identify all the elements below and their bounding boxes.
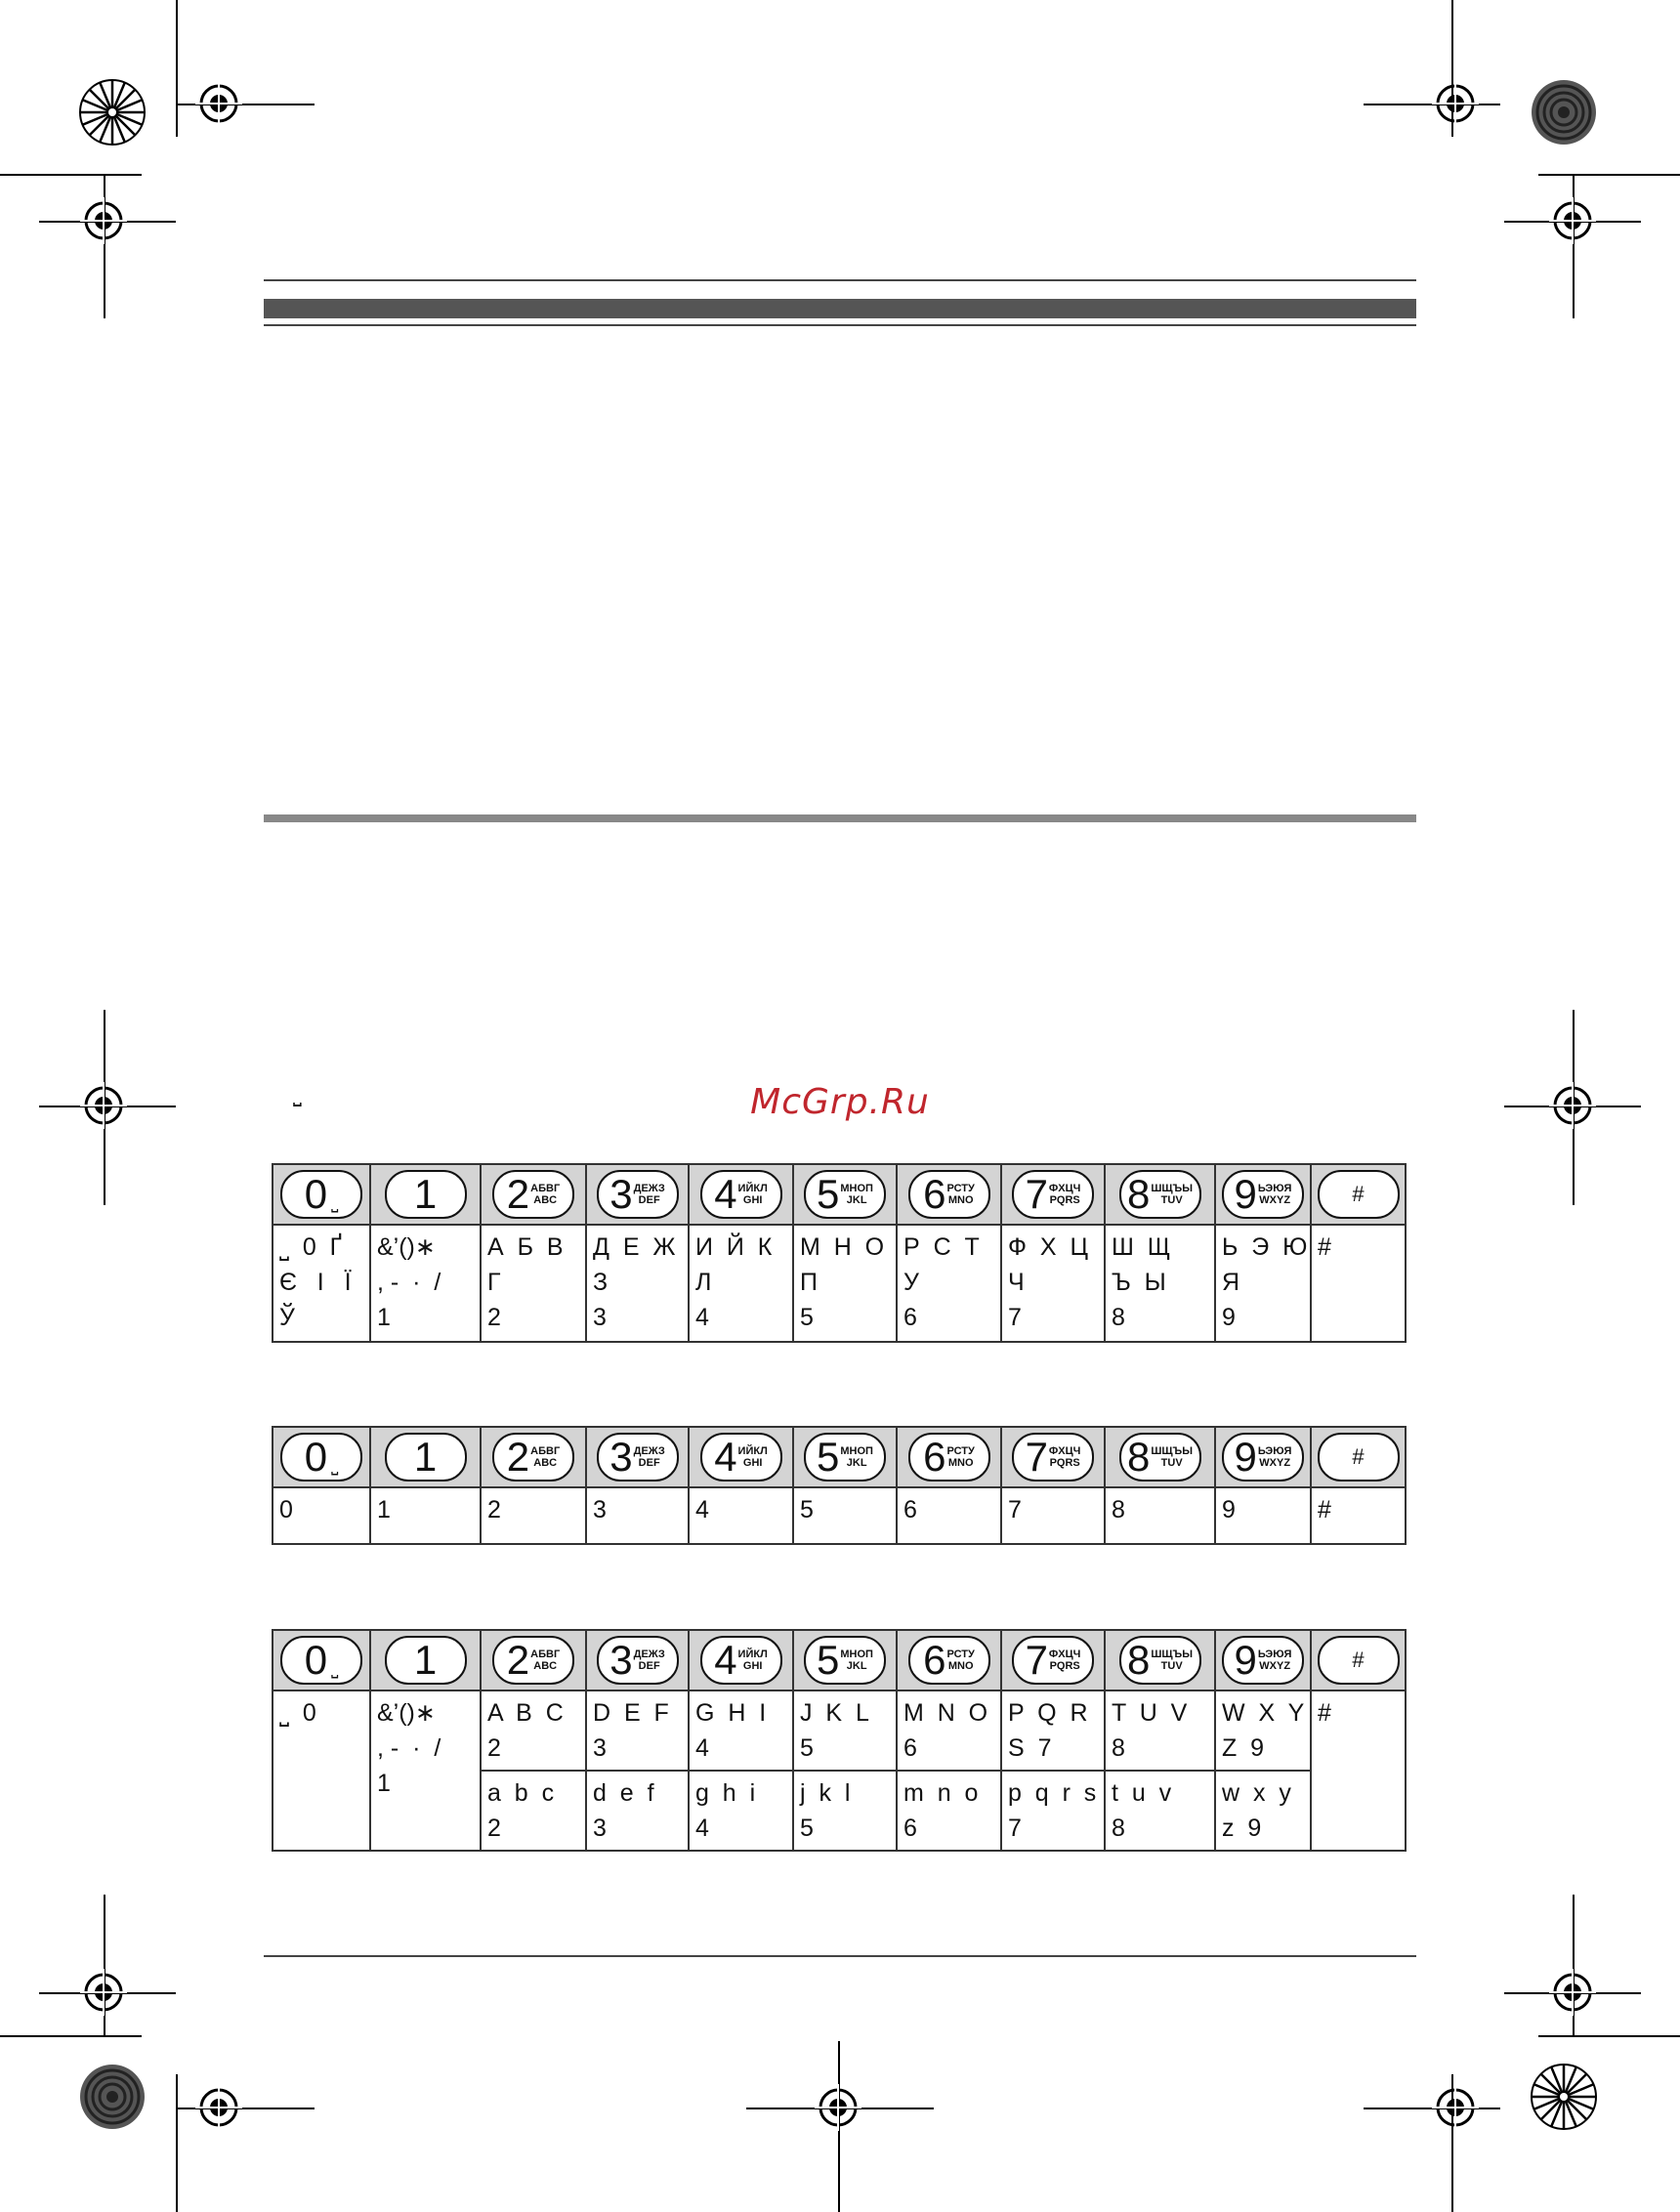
concentric-mark-icon [78, 2063, 147, 2131]
key-header-row [273, 1630, 1406, 1690]
char-cell: d e f 3 [586, 1771, 689, 1851]
watermark: McGrp.Ru [750, 1082, 930, 1122]
key-0-icon: 0 ⎵ [280, 1170, 362, 1219]
key-header-row [273, 1164, 1406, 1225]
key-9-icon: 9 ЬЭЮЯ WXYZ [1222, 1433, 1304, 1482]
char-cell: Ф Х Ц Ч 7 [1001, 1225, 1105, 1342]
char-cell: D E F 3 [586, 1690, 689, 1771]
registration-target-icon [1432, 80, 1479, 127]
table-numeric [272, 1426, 1407, 1545]
registration-target-icon [80, 1969, 127, 2016]
bottom-rule [264, 1955, 1416, 1957]
key-9-icon: 9 ЬЭЮЯ WXYZ [1222, 1170, 1304, 1219]
char-cell: W X Y Z 9 [1215, 1690, 1311, 1771]
key-3-icon: 3 ДЕЖЗ DEF [597, 1433, 679, 1482]
key-hash-icon: # [1318, 1433, 1400, 1482]
key-5-icon: 5 МНОП JKL [804, 1170, 886, 1219]
key-4-icon: 4 ИЙКЛ GHI [700, 1433, 782, 1482]
uppercase-row [273, 1690, 1406, 1771]
key-4-icon: 4 ИЙКЛ GHI [700, 1636, 782, 1685]
char-cell: m n o 6 [897, 1771, 1001, 1851]
registration-target-icon [80, 197, 127, 244]
char-cell: A B C 2 [481, 1690, 586, 1771]
char-cell: Д Е Ж З 3 [586, 1225, 689, 1342]
char-cell: # [1311, 1487, 1406, 1544]
char-cell: P Q R S 7 [1001, 1690, 1105, 1771]
char-cell: &’()∗ , - · / 1 [370, 1690, 481, 1851]
character-row [273, 1225, 1406, 1342]
key-6-icon: 6 РСТУ MNO [908, 1636, 990, 1685]
char-cell: Ь Э Ю Я 9 [1215, 1225, 1311, 1342]
starburst-mark-icon [1530, 2063, 1598, 2131]
char-cell: G H I 4 [689, 1690, 793, 1771]
key-0-icon: 0 ⎵ [280, 1636, 362, 1685]
section-divider [264, 814, 1416, 822]
registration-target-icon [195, 2084, 242, 2131]
key-8-icon: 8 ШЩЪЫ TUV [1119, 1170, 1201, 1219]
key-3-icon: 3 ДЕЖЗ DEF [597, 1170, 679, 1219]
char-cell: М Н О П 5 [793, 1225, 897, 1342]
key-5-icon: 5 МНОП JKL [804, 1433, 886, 1482]
top-rule-thin [264, 279, 1416, 281]
char-cell: 2 [481, 1487, 586, 1544]
char-cell: 5 [793, 1487, 897, 1544]
char-cell: 7 [1001, 1487, 1105, 1544]
concentric-mark-icon [1530, 78, 1598, 146]
key-1-icon: 1 [385, 1636, 467, 1685]
registration-target-icon [1549, 197, 1596, 244]
char-cell: j k l 5 [793, 1771, 897, 1851]
key-hash-icon: # [1318, 1170, 1400, 1219]
key-header-row [273, 1427, 1406, 1487]
top-rule-under [264, 324, 1416, 326]
key-3-icon: 3 ДЕЖЗ DEF [597, 1636, 679, 1685]
char-cell: a b c 2 [481, 1771, 586, 1851]
key-8-icon: 8 ШЩЪЫ TUV [1119, 1636, 1201, 1685]
char-cell: 8 [1105, 1487, 1215, 1544]
char-cell: ⎵ 0 [273, 1690, 370, 1851]
char-cell: # [1311, 1225, 1406, 1342]
key-5-icon: 5 МНОП JKL [804, 1636, 886, 1685]
char-cell: t u v 8 [1105, 1771, 1215, 1851]
key-9-icon: 9 ЬЭЮЯ WXYZ [1222, 1636, 1304, 1685]
registration-target-icon [195, 80, 242, 127]
registration-target-icon [1432, 2084, 1479, 2131]
char-cell: А Б В Г 2 [481, 1225, 586, 1342]
character-row [273, 1487, 1406, 1544]
char-cell: J K L 5 [793, 1690, 897, 1771]
char-cell: # [1311, 1690, 1406, 1851]
key-1-icon: 1 [385, 1433, 467, 1482]
key-7-icon: 7 ФХЦЧ PQRS [1012, 1433, 1094, 1482]
char-cell: p q r s 7 [1001, 1771, 1105, 1851]
char-cell: 3 [586, 1487, 689, 1544]
key-1-icon: 1 [385, 1170, 467, 1219]
table-latin [272, 1629, 1407, 1852]
registration-target-icon [815, 2084, 861, 2131]
char-cell: M N O 6 [897, 1690, 1001, 1771]
registration-target-icon [1549, 1969, 1596, 2016]
char-cell: 4 [689, 1487, 793, 1544]
char-cell: 6 [897, 1487, 1001, 1544]
char-cell: Ш Щ Ъ Ы 8 [1105, 1225, 1215, 1342]
key-0-icon: 0 ⎵ [280, 1433, 362, 1482]
key-7-icon: 7 ФХЦЧ PQRS [1012, 1170, 1094, 1219]
key-2-icon: 2 АБВГ ABC [492, 1170, 574, 1219]
char-cell: Р С Т У 6 [897, 1225, 1001, 1342]
key-2-icon: 2 АБВГ ABC [492, 1636, 574, 1685]
top-rule-band [264, 299, 1416, 318]
char-cell: w x y z 9 [1215, 1771, 1311, 1851]
starburst-mark-icon [78, 78, 147, 146]
key-6-icon: 6 РСТУ MNO [908, 1170, 990, 1219]
key-hash-icon: # [1318, 1636, 1400, 1685]
char-cell: 9 [1215, 1487, 1311, 1544]
key-4-icon: 4 ИЙКЛ GHI [700, 1170, 782, 1219]
char-cell: g h i 4 [689, 1771, 793, 1851]
key-7-icon: 7 ФХЦЧ PQRS [1012, 1636, 1094, 1685]
space-note: ⎵ [293, 1082, 302, 1106]
char-cell: T U V 8 [1105, 1690, 1215, 1771]
char-cell: И Й К Л 4 [689, 1225, 793, 1342]
table-cyrillic [272, 1163, 1407, 1343]
char-cell: 0 [273, 1487, 370, 1544]
key-6-icon: 6 РСТУ MNO [908, 1433, 990, 1482]
char-cell: &’()∗ , - · / 1 [370, 1225, 481, 1342]
char-cell: 1 [370, 1487, 481, 1544]
key-8-icon: 8 ШЩЪЫ TUV [1119, 1433, 1201, 1482]
key-2-icon: 2 АБВГ ABC [492, 1433, 574, 1482]
char-cell: ⎵ 0 Ґ Є І Ї Ў [273, 1225, 370, 1342]
